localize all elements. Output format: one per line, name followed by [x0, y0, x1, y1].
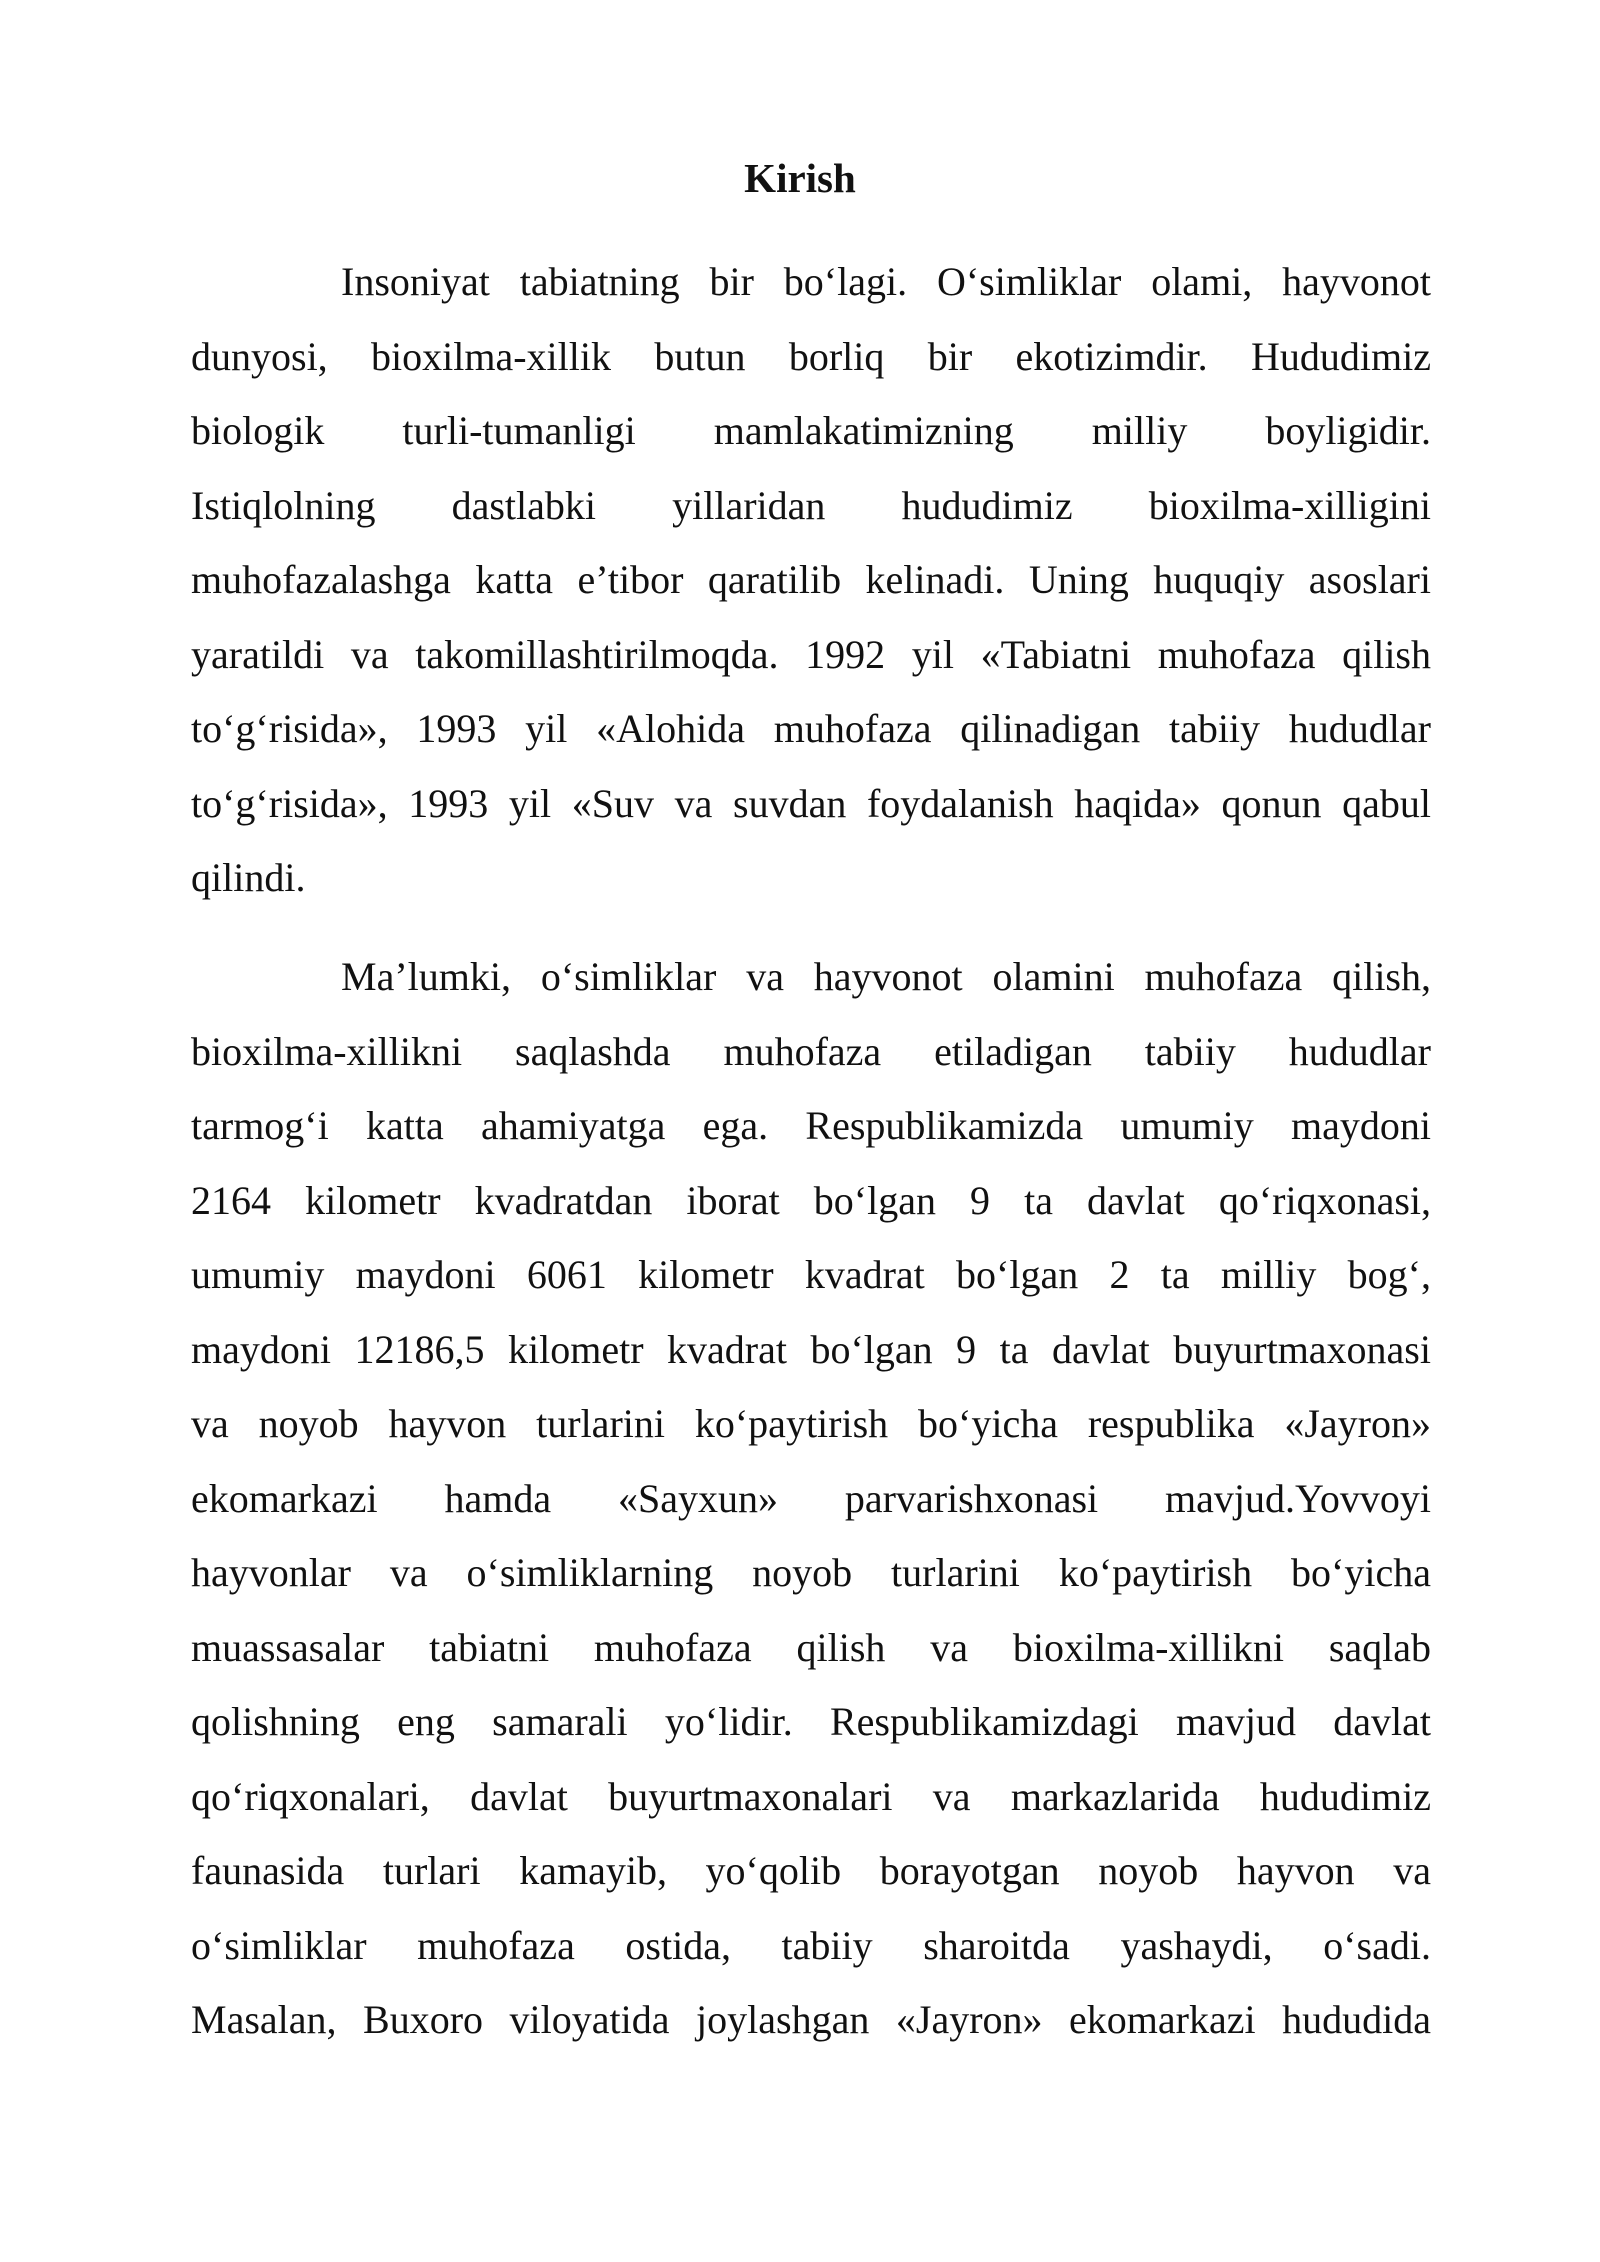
text-line: muhofazalashga katta e’tibor qaratilib kelinadi. Uning huquqiy asoslari: [191, 557, 1431, 602]
text-line: Insoniyat tabiatning bir bo‘lagi. O‘simliklar olami, hayvonot: [341, 259, 1431, 304]
text-line: tarmog‘i katta ahamiyatga ega. Respublikamizda umumiy maydoni: [191, 1103, 1431, 1148]
text-line: Ma’lumki, o‘simliklar va hayvonot olamini muhofaza qilish,: [341, 954, 1431, 999]
text-line: umumiy maydoni 6061 kilometr kvadrat bo‘lgan 2 ta milliy bog‘,: [191, 1252, 1431, 1297]
text-line: bioxilma-xillikni saqlashda muhofaza etiladigan tabiiy hududlar: [191, 1028, 1431, 1074]
text-line: o‘simliklar muhofaza ostida, tabiiy sharoitda yashaydi, o‘sadi.: [191, 1922, 1431, 1968]
text-line: qolishning eng samarali yo‘lidir. Respublikamizdagi mavjud davlat: [191, 1699, 1431, 1744]
text-line: qo‘riqxonalari, davlat buyurtmaxonalari va markazlarida hududimiz: [191, 1773, 1431, 1819]
text-line: muassasalar tabiatni muhofaza qilish va bioxilma-xillikni saqlab: [191, 1624, 1431, 1670]
paragraph-2: [191, 940, 1431, 2058]
text-line: Masalan, Buxoro viloyatida joylashgan «Jayron» ekomarkazi hududida: [191, 1997, 1431, 2042]
text-line: maydoni 12186,5 kilometr kvadrat bo‘lgan 9 ta davlat buyurtmaxonasi: [191, 1326, 1431, 1372]
text-line: dunyosi, bioxilma-xillik butun borliq bir ekotizimdir. Hududimiz: [191, 333, 1431, 379]
text-line: biologik turli-tumanligi mamlakatimizning milliy boyligidir.: [191, 408, 1431, 453]
text-line: faunasida turlari kamayib, yo‘qolib borayotgan noyob hayvon va: [191, 1848, 1431, 1893]
text-line: to‘g‘risida», 1993 yil «Suv va suvdan foydalanish haqida» qonun qabul: [191, 780, 1431, 826]
text-line: yaratildi va takomillashtirilmoqda. 1992 yil «Tabiatni muhofaza qilish: [191, 631, 1431, 677]
text-line: ekomarkazi hamda «Sayxun» parvarishxonasi mavjud.Yovvoyi: [191, 1475, 1431, 1521]
paragraph-1: [191, 245, 1431, 916]
text-line: 2164 kilometr kvadratdan iborat bo‘lgan 9 ta davlat qo‘riqxonasi,: [191, 1177, 1431, 1223]
text-line: Istiqlolning dastlabki yillaridan hududimiz bioxilma-xilligini: [191, 482, 1431, 528]
page-title: Kirish: [744, 155, 856, 201]
text-line: qilindi.: [191, 855, 306, 900]
text-line: to‘g‘risida», 1993 yil «Alohida muhofaza qilinadigan tabiiy hududlar: [191, 706, 1431, 751]
text-line: hayvonlar va o‘simliklarning noyob turlarini ko‘paytirish bo‘yicha: [191, 1550, 1431, 1595]
text-line: va noyob hayvon turlarini ko‘paytirish bo‘yicha respublika «Jayron»: [191, 1401, 1431, 1446]
